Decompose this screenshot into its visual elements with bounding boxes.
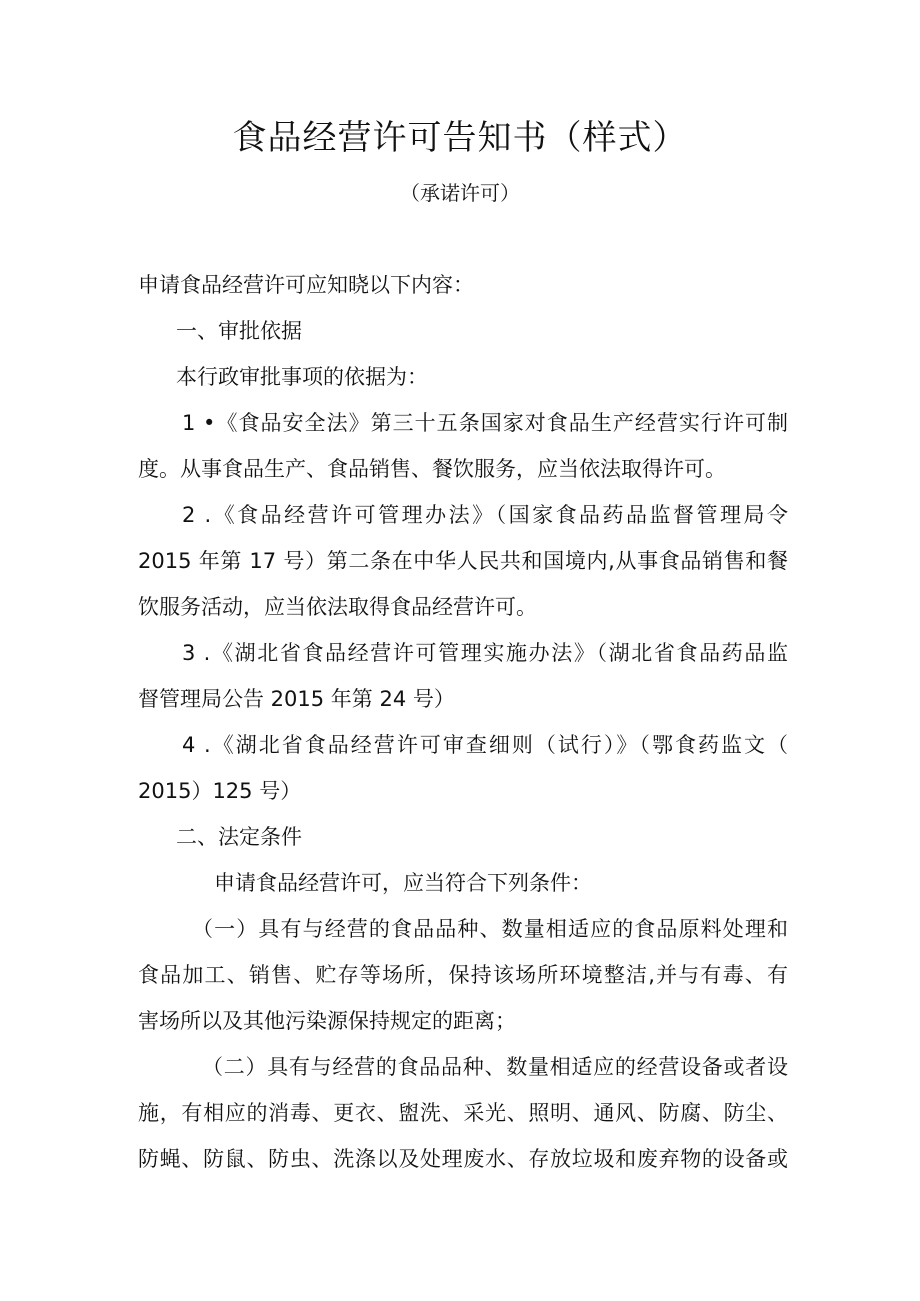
list-item-4-line: 4 .《湖北省食品经营许可审查细则（试行）》（鄂食药监文（ [182,733,788,757]
condition-2-line: 防蝇、防鼠、防虫、洗涤以及处理废水、存放垃圾和废弃物的设备或 [138,1147,788,1171]
list-item-2-line: 2015 年第 17 号）第二条在中华人民共和国境内,从事食品销售和餐 [138,549,788,573]
list-item-3-line: 3 .《湖北省食品经营许可管理实施办法》（湖北省食品药品监 [182,641,788,665]
condition-1-line: （一）具有与经营的食品品种、数量相适应的食品原料处理和 [192,917,788,941]
list-item-4-line: 2015）125 号） [138,779,302,803]
condition-1-line: 食品加工、销售、贮存等场所，保持该场所环境整洁,并与有毒、有 [138,963,788,987]
intro-line: 申请食品经营许可应知晓以下内容： [138,273,474,297]
list-item-1-line: 度。从事食品生产、食品销售、餐饮服务，应当依法取得许可。 [138,457,726,481]
document-subtitle: （承诺许可） [400,181,520,205]
document-body [138,262,788,1182]
section-heading-basis: 一、审批依据 [176,319,302,343]
list-item-1-line: 1 •《食品安全法》第三十五条国家对食品生产经营实行许可制 [182,411,788,435]
section-heading-conditions: 二、法定条件 [176,825,302,849]
document-title: 食品经营许可告知书（样式） [232,118,688,158]
list-item-2-line: 饮服务活动，应当依法取得食品经营许可。 [138,595,537,619]
condition-1-line: 害场所以及其他污染源保持规定的距离； [138,1009,516,1033]
condition-2-line: 施，有相应的消毒、更衣、盥洗、采光、照明、通风、防腐、防尘、 [138,1101,788,1125]
list-item-2-line: 2 .《食品经营许可管理办法》（国家食品药品监督管理局令 [182,503,788,527]
list-item-3-line: 督管理局公告 2015 年第 24 号） [138,687,455,711]
paragraph-line: 申请食品经营许可，应当符合下列条件： [214,871,592,895]
condition-2-line: （二）具有与经营的食品品种、数量相适应的经营设备或者设 [202,1055,788,1079]
paragraph-line: 本行政审批事项的依据为： [176,365,428,389]
